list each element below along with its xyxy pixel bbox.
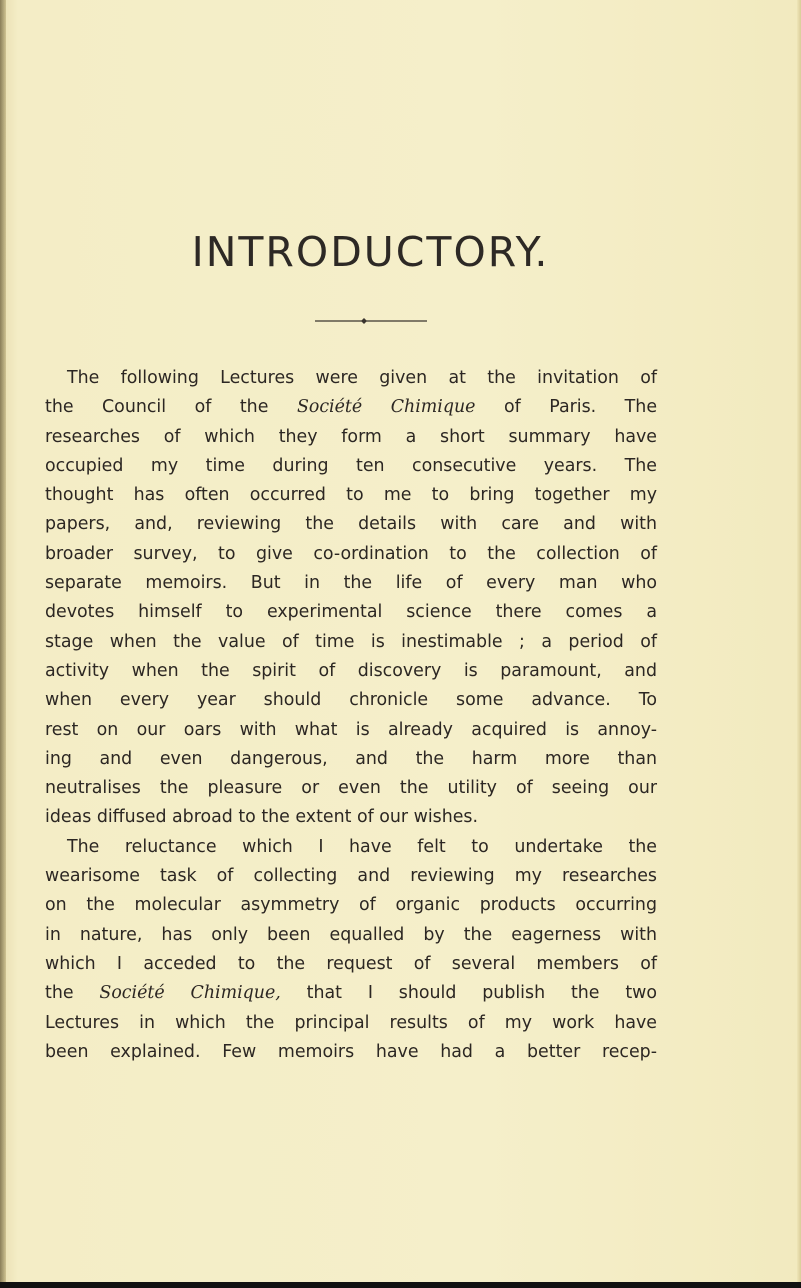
italic-term: Société Chimique <box>296 397 476 418</box>
text-line: occupied my time during ten consecutive years. The <box>45 455 657 476</box>
text-line: Lectures in which the principal results of my work have <box>45 1012 657 1033</box>
page-bottom-edge <box>0 1282 801 1288</box>
text-line: in nature, has only been equalled by the eagerness with <box>45 924 657 945</box>
text-line: been explained. Few memoirs have had a better recep- <box>45 1041 657 1062</box>
text-line: ing and even dangerous, and the harm more than <box>45 748 657 769</box>
ornament-divider-icon <box>315 317 427 325</box>
text-line: thought has often occurred to me to bring together my <box>45 485 657 506</box>
text-line: The reluctance which I have felt to undertake the <box>67 836 657 857</box>
text-line: stage when the value of time is inestimable ; a period of <box>45 631 657 652</box>
text-line: devotes himself to experimental science there comes a <box>45 602 657 623</box>
text-line: The following Lectures were given at the invitation of <box>67 368 657 388</box>
text-line: neutralises the pleasure or even the utility of seeing our <box>45 778 657 799</box>
text-line: which I acceded to the request of several members of <box>45 953 657 974</box>
text-line: ideas diffused abroad to the extent of our wishes. <box>45 807 479 828</box>
text-line: separate memoirs. But in the life of every man who <box>45 573 657 594</box>
text-line: when every year should chronicle some advance. To <box>45 690 657 711</box>
text-line: the Société Chimique, that I should publish the two <box>45 983 658 1004</box>
chapter-title: INTRODUCTORY. <box>191 228 550 276</box>
page-gutter-edge <box>0 0 6 1288</box>
body-text <box>45 364 657 1067</box>
text-line: on the molecular asymmetry of organic products occurring <box>45 895 657 916</box>
italic-term: Société Chimique, <box>99 983 281 1004</box>
text-line: activity when the spirit of discovery is paramount, and <box>45 660 657 681</box>
text-line: the Council of the Société Chimique of Paris. The <box>45 397 658 418</box>
text-line: wearisome task of collecting and reviewing my researches <box>45 866 657 887</box>
text-line: researches of which they form a short summary have <box>45 426 657 447</box>
text-line: papers, and, reviewing the details with care and with <box>45 514 657 535</box>
text-line: rest on our oars with what is already acquired is annoy- <box>45 719 657 740</box>
page-right-edge <box>797 0 801 1288</box>
text-line: broader survey, to give co-ordination to the collection of <box>45 543 657 564</box>
